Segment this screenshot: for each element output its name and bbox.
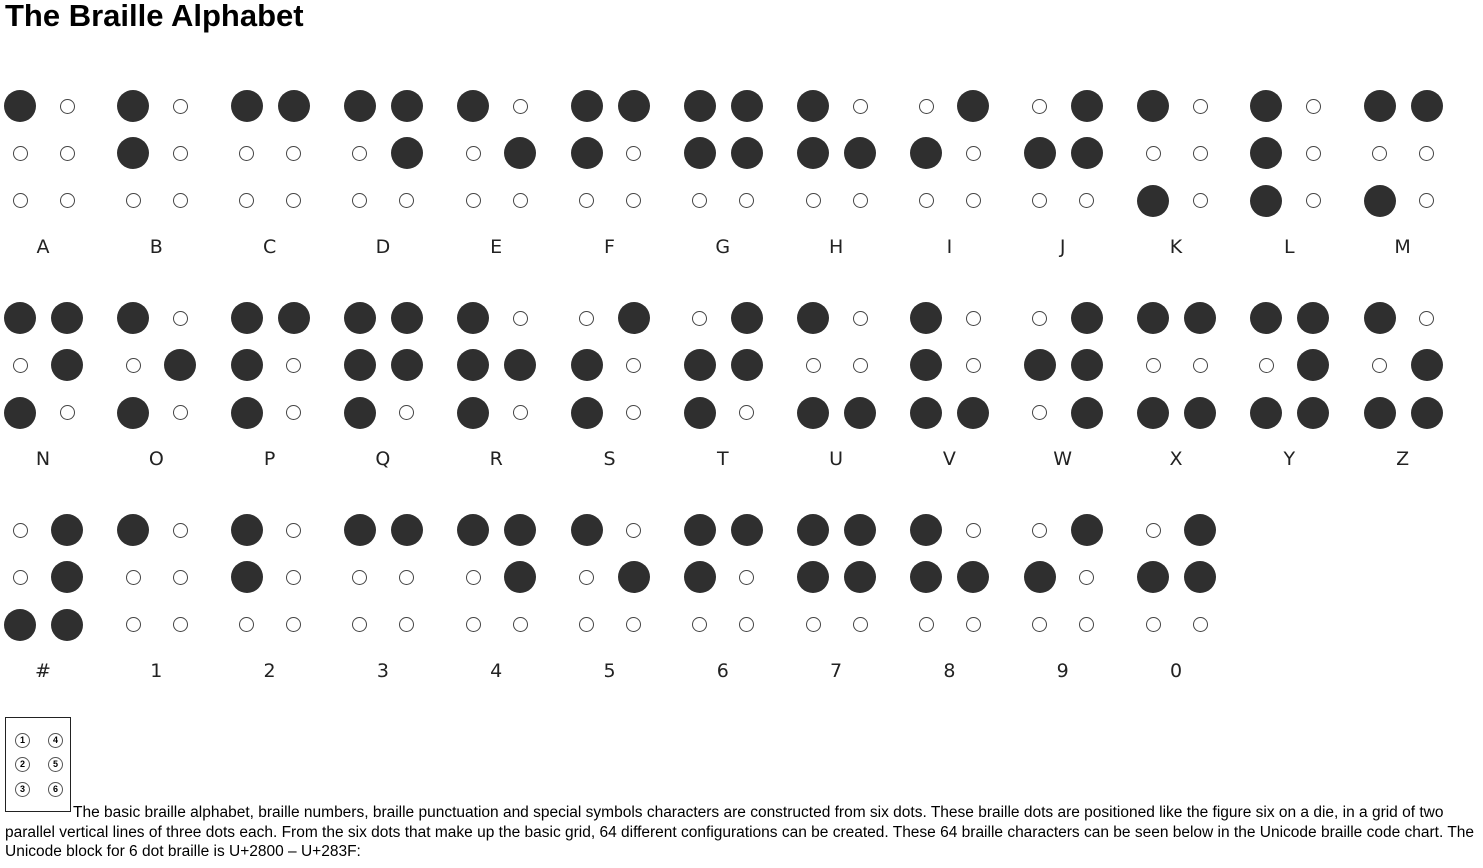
raised-dot <box>957 561 989 593</box>
raised-dot <box>4 609 36 641</box>
flat-dot <box>853 311 868 326</box>
flat-dot <box>1193 617 1208 632</box>
legend-dot-2: 2 <box>15 757 30 772</box>
raised-dot <box>1364 397 1396 429</box>
raised-dot <box>391 90 423 122</box>
raised-dot <box>344 514 376 546</box>
raised-dot <box>844 137 876 169</box>
raised-dot <box>504 561 536 593</box>
raised-dot <box>51 561 83 593</box>
flat-dot <box>1193 99 1208 114</box>
flat-dot <box>1032 311 1047 326</box>
flat-dot <box>919 99 934 114</box>
flat-dot <box>1306 99 1321 114</box>
raised-dot <box>457 397 489 429</box>
flat-dot <box>1306 193 1321 208</box>
flat-dot <box>173 311 188 326</box>
raised-dot <box>618 561 650 593</box>
page-title: The Braille Alphabet <box>5 0 304 33</box>
legend-dot-4: 4 <box>48 733 63 748</box>
raised-dot <box>1024 561 1056 593</box>
flat-dot <box>1079 193 1094 208</box>
flat-dot <box>1419 311 1434 326</box>
cell-label: 2 <box>263 660 276 682</box>
flat-dot <box>352 193 367 208</box>
raised-dot <box>51 349 83 381</box>
flat-dot <box>286 193 301 208</box>
legend-dot-3: 3 <box>15 782 30 797</box>
flat-dot <box>626 617 641 632</box>
flat-dot <box>966 193 981 208</box>
flat-dot <box>239 146 254 161</box>
flat-dot <box>1259 358 1274 373</box>
raised-dot <box>731 302 763 334</box>
raised-dot <box>1250 397 1282 429</box>
raised-dot <box>117 302 149 334</box>
flat-dot <box>626 193 641 208</box>
raised-dot <box>1071 349 1103 381</box>
raised-dot <box>1071 90 1103 122</box>
flat-dot <box>853 358 868 373</box>
flat-dot <box>239 193 254 208</box>
flat-dot <box>626 523 641 538</box>
flat-dot <box>13 570 28 585</box>
flat-dot <box>853 617 868 632</box>
flat-dot <box>399 617 414 632</box>
raised-dot <box>1184 514 1216 546</box>
cell-label: E <box>490 236 503 258</box>
raised-dot <box>797 137 829 169</box>
cell-label: Y <box>1283 448 1296 470</box>
raised-dot <box>4 302 36 334</box>
flat-dot <box>1032 405 1047 420</box>
raised-dot <box>684 397 716 429</box>
cell-label: 8 <box>943 660 956 682</box>
flat-dot <box>173 570 188 585</box>
legend-dot-6: 6 <box>48 782 63 797</box>
flat-dot <box>806 358 821 373</box>
flat-dot <box>966 617 981 632</box>
flat-dot <box>513 405 528 420</box>
raised-dot <box>231 397 263 429</box>
flat-dot <box>966 523 981 538</box>
flat-dot <box>60 99 75 114</box>
flat-dot <box>286 358 301 373</box>
cell-label: F <box>604 236 615 258</box>
flat-dot <box>919 617 934 632</box>
flat-dot <box>626 146 641 161</box>
raised-dot <box>684 514 716 546</box>
cell-label: Z <box>1396 448 1410 470</box>
raised-dot <box>164 349 196 381</box>
raised-dot <box>278 90 310 122</box>
raised-dot <box>391 137 423 169</box>
raised-dot <box>1071 514 1103 546</box>
flat-dot <box>13 193 28 208</box>
raised-dot <box>957 90 989 122</box>
flat-dot <box>126 570 141 585</box>
flat-dot <box>286 146 301 161</box>
raised-dot <box>797 561 829 593</box>
raised-dot <box>51 302 83 334</box>
flat-dot <box>692 311 707 326</box>
flat-dot <box>1306 146 1321 161</box>
raised-dot <box>117 90 149 122</box>
raised-dot <box>344 397 376 429</box>
flat-dot <box>579 311 594 326</box>
cell-label: A <box>36 236 50 258</box>
raised-dot <box>117 514 149 546</box>
raised-dot <box>1184 302 1216 334</box>
raised-dot <box>1184 397 1216 429</box>
flat-dot <box>1193 193 1208 208</box>
flat-dot <box>399 193 414 208</box>
cell-label: O <box>148 448 164 470</box>
flat-dot <box>466 570 481 585</box>
cell-label: S <box>603 448 616 470</box>
raised-dot <box>684 561 716 593</box>
raised-dot <box>117 137 149 169</box>
flat-dot <box>466 193 481 208</box>
flat-dot <box>173 523 188 538</box>
flat-dot <box>466 617 481 632</box>
flat-dot <box>13 358 28 373</box>
raised-dot <box>1297 349 1329 381</box>
flat-dot <box>1079 570 1094 585</box>
raised-dot <box>1297 397 1329 429</box>
raised-dot <box>571 137 603 169</box>
description-text: The basic braille alphabet, braille numbers, braille punctuation and special symbols characters are constructed from six dots. These braille dots are positioned like the figure six on a die, in a grid of two parallel vertical lines of three dots each. From the six dots that make up the basic grid, 64 different configurations can be created. These 64 braille characters can be seen below in the Unicode braille code chart. The Unicode block for 6 dot braille is U+2800 – U+283F: <box>5 804 1475 860</box>
raised-dot <box>731 349 763 381</box>
cell-label: 1 <box>150 660 163 682</box>
cell-label: R <box>489 448 503 470</box>
flat-dot <box>60 405 75 420</box>
raised-dot <box>1071 302 1103 334</box>
raised-dot <box>51 514 83 546</box>
raised-dot <box>1411 349 1443 381</box>
raised-dot <box>844 561 876 593</box>
raised-dot <box>457 302 489 334</box>
flat-dot <box>352 570 367 585</box>
raised-dot <box>4 397 36 429</box>
raised-dot <box>910 302 942 334</box>
raised-dot <box>231 561 263 593</box>
flat-dot <box>1193 146 1208 161</box>
flat-dot <box>1146 523 1161 538</box>
cell-label: J <box>1059 236 1066 258</box>
flat-dot <box>919 193 934 208</box>
flat-dot <box>126 617 141 632</box>
raised-dot <box>797 90 829 122</box>
flat-dot <box>1146 146 1161 161</box>
raised-dot <box>344 90 376 122</box>
raised-dot <box>1024 137 1056 169</box>
raised-dot <box>1071 137 1103 169</box>
raised-dot <box>1184 561 1216 593</box>
cell-label: 0 <box>1169 660 1183 682</box>
cell-label: H <box>828 236 844 258</box>
raised-dot <box>910 514 942 546</box>
raised-dot <box>684 90 716 122</box>
raised-dot <box>957 397 989 429</box>
flat-dot <box>513 311 528 326</box>
flat-dot <box>966 146 981 161</box>
flat-dot <box>1146 617 1161 632</box>
raised-dot <box>457 514 489 546</box>
flat-dot <box>60 146 75 161</box>
cell-label: 7 <box>830 660 843 682</box>
flat-dot <box>126 358 141 373</box>
flat-dot <box>286 405 301 420</box>
flat-dot <box>239 617 254 632</box>
raised-dot <box>571 514 603 546</box>
flat-dot <box>739 617 754 632</box>
raised-dot <box>618 302 650 334</box>
raised-dot <box>457 90 489 122</box>
flat-dot <box>739 193 754 208</box>
raised-dot <box>391 349 423 381</box>
cell-label: P <box>263 448 276 470</box>
raised-dot <box>1137 302 1169 334</box>
cell-label: C <box>262 236 277 258</box>
cell-label: G <box>715 236 731 258</box>
raised-dot <box>1364 185 1396 217</box>
flat-dot <box>513 617 528 632</box>
raised-dot <box>1024 349 1056 381</box>
raised-dot <box>797 302 829 334</box>
cell-label: U <box>829 448 844 470</box>
cell-label: W <box>1053 448 1073 470</box>
raised-dot <box>797 397 829 429</box>
raised-dot <box>1137 185 1169 217</box>
flat-dot <box>1419 193 1434 208</box>
flat-dot <box>1372 146 1387 161</box>
flat-dot <box>13 146 28 161</box>
cell-label: D <box>375 236 391 258</box>
flat-dot <box>739 405 754 420</box>
cell-label: X <box>1169 448 1183 470</box>
flat-dot <box>966 358 981 373</box>
cell-label: V <box>942 448 956 470</box>
flat-dot <box>173 617 188 632</box>
raised-dot <box>391 302 423 334</box>
flat-dot <box>399 570 414 585</box>
flat-dot <box>1372 358 1387 373</box>
raised-dot <box>571 349 603 381</box>
raised-dot <box>1250 302 1282 334</box>
raised-dot <box>504 349 536 381</box>
raised-dot <box>844 514 876 546</box>
flat-dot <box>13 523 28 538</box>
legend-dot-1: 1 <box>15 733 30 748</box>
flat-dot <box>739 570 754 585</box>
raised-dot <box>1364 90 1396 122</box>
raised-dot <box>731 514 763 546</box>
raised-dot <box>731 90 763 122</box>
flat-dot <box>286 523 301 538</box>
cell-label: 6 <box>716 660 729 682</box>
raised-dot <box>231 514 263 546</box>
flat-dot <box>173 405 188 420</box>
raised-dot <box>684 349 716 381</box>
flat-dot <box>1032 193 1047 208</box>
flat-dot <box>1079 617 1094 632</box>
flat-dot <box>1032 523 1047 538</box>
flat-dot <box>692 193 707 208</box>
cell-label: I <box>946 236 953 258</box>
flat-dot <box>286 570 301 585</box>
flat-dot <box>126 193 141 208</box>
raised-dot <box>910 137 942 169</box>
raised-dot <box>1137 397 1169 429</box>
flat-dot <box>352 617 367 632</box>
raised-dot <box>731 137 763 169</box>
raised-dot <box>571 90 603 122</box>
raised-dot <box>391 514 423 546</box>
cell-label: K <box>1169 236 1183 258</box>
raised-dot <box>844 397 876 429</box>
raised-dot <box>910 349 942 381</box>
cell-label: B <box>149 236 163 258</box>
raised-dot <box>1137 90 1169 122</box>
raised-dot <box>684 137 716 169</box>
cell-label: N <box>35 448 51 470</box>
raised-dot <box>1364 302 1396 334</box>
flat-dot <box>1146 358 1161 373</box>
raised-dot <box>910 397 942 429</box>
flat-dot <box>286 617 301 632</box>
raised-dot <box>231 90 263 122</box>
raised-dot <box>1250 185 1282 217</box>
flat-dot <box>513 193 528 208</box>
dot-number-legend <box>5 717 71 812</box>
raised-dot <box>910 561 942 593</box>
legend-dot-5: 5 <box>48 757 63 772</box>
raised-dot <box>278 302 310 334</box>
raised-dot <box>504 514 536 546</box>
cell-label: 4 <box>490 660 503 682</box>
raised-dot <box>1071 397 1103 429</box>
flat-dot <box>1032 99 1047 114</box>
raised-dot <box>344 302 376 334</box>
raised-dot <box>51 609 83 641</box>
cell-label: M <box>1394 236 1411 258</box>
raised-dot <box>1411 397 1443 429</box>
cell-label: T <box>716 448 729 470</box>
raised-dot <box>1411 90 1443 122</box>
flat-dot <box>626 405 641 420</box>
flat-dot <box>806 617 821 632</box>
raised-dot <box>1250 90 1282 122</box>
flat-dot <box>692 617 707 632</box>
raised-dot <box>571 397 603 429</box>
cell-label: # <box>35 660 51 682</box>
flat-dot <box>173 99 188 114</box>
cell-label: 9 <box>1056 660 1069 682</box>
flat-dot <box>1032 617 1047 632</box>
raised-dot <box>1137 561 1169 593</box>
cell-label: 5 <box>603 660 616 682</box>
raised-dot <box>1297 302 1329 334</box>
flat-dot <box>853 99 868 114</box>
cell-label: L <box>1284 236 1295 258</box>
flat-dot <box>173 193 188 208</box>
flat-dot <box>399 405 414 420</box>
flat-dot <box>806 193 821 208</box>
raised-dot <box>797 514 829 546</box>
flat-dot <box>466 146 481 161</box>
flat-dot <box>626 358 641 373</box>
cell-label: 3 <box>376 660 389 682</box>
raised-dot <box>457 349 489 381</box>
flat-dot <box>60 193 75 208</box>
flat-dot <box>579 617 594 632</box>
raised-dot <box>344 349 376 381</box>
raised-dot <box>231 302 263 334</box>
flat-dot <box>352 146 367 161</box>
cell-label: Q <box>375 448 391 470</box>
flat-dot <box>513 99 528 114</box>
flat-dot <box>853 193 868 208</box>
raised-dot <box>1250 137 1282 169</box>
flat-dot <box>173 146 188 161</box>
flat-dot <box>966 311 981 326</box>
flat-dot <box>1419 146 1434 161</box>
raised-dot <box>504 137 536 169</box>
flat-dot <box>579 570 594 585</box>
raised-dot <box>231 349 263 381</box>
raised-dot <box>117 397 149 429</box>
raised-dot <box>4 90 36 122</box>
flat-dot <box>579 193 594 208</box>
flat-dot <box>1193 358 1208 373</box>
raised-dot <box>618 90 650 122</box>
